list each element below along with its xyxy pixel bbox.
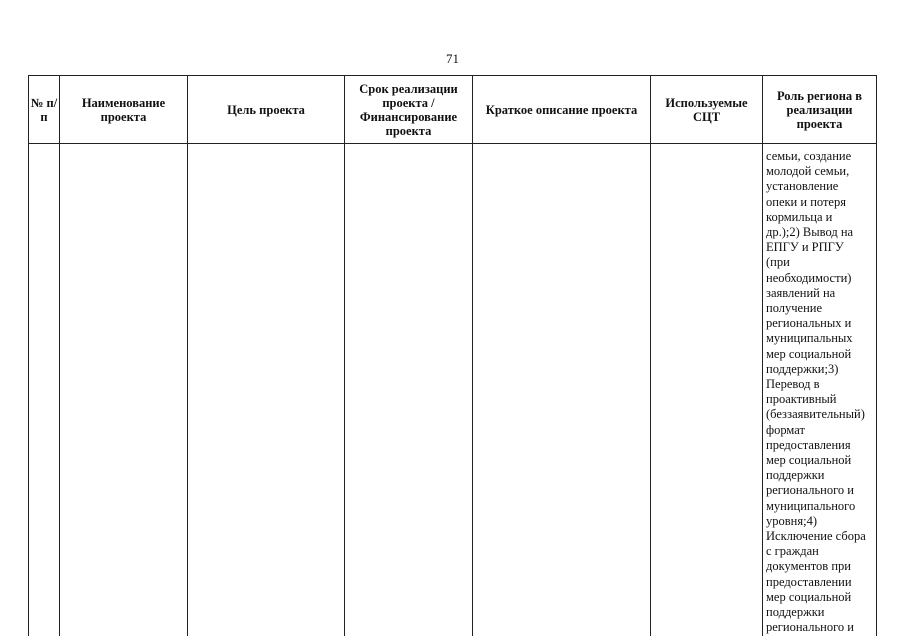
region-role-line: поддержки (766, 605, 825, 620)
cell-description (473, 144, 651, 636)
region-role-line: формат (766, 422, 805, 437)
region-role-line: семьи, создание (766, 149, 852, 163)
region-role-line: кормильца и (766, 209, 833, 224)
region-role-line: ЕПГУ и РПГУ (766, 240, 844, 255)
header-sct: Используемые СЦТ (651, 76, 763, 144)
table-header-row (29, 76, 877, 144)
table-row (29, 144, 877, 636)
cell-project-name (60, 144, 188, 636)
region-role-line: установление (766, 179, 839, 194)
region-role-line: предоставления (766, 437, 851, 452)
cell-region-role (763, 144, 877, 636)
region-role-line: Исключение сбора (766, 529, 866, 544)
header-number: № п/п (29, 76, 60, 144)
header-region-role: Роль региона в реализации проекта (763, 76, 877, 144)
region-role-line: Перевод в (766, 377, 820, 392)
region-role-line: муниципальных (766, 331, 853, 346)
region-role-line: документов при (766, 559, 851, 574)
region-role-line: предоставлении (766, 574, 852, 589)
header-project-name: Наименование проекта (60, 76, 188, 144)
region-role-line: уровня;4) (766, 513, 817, 528)
header-term-financing: Срок реализации проекта / Финансирование проекта (345, 76, 473, 144)
region-role-line: регионального и (766, 620, 854, 635)
page-number: 71 (446, 51, 459, 66)
region-role-line: мер социальной (766, 346, 852, 361)
cell-project-goal (188, 144, 345, 636)
region-role-line: заявлений на (766, 285, 836, 300)
region-role-line: муниципального (766, 498, 856, 513)
header-description: Краткое описание проекта (473, 76, 651, 144)
region-role-text (763, 144, 876, 636)
cell-term-financing (345, 144, 473, 636)
cell-sct (651, 144, 763, 636)
project-table (28, 75, 877, 636)
region-role-line: региональных и (766, 316, 852, 331)
region-role-line: мер социальной (766, 589, 852, 604)
region-role-line: проактивный (766, 392, 837, 407)
region-role-line: молодой семьи, (766, 164, 850, 179)
region-role-line: поддержки;3) (766, 361, 839, 376)
region-role-line: мер социальной (766, 453, 852, 468)
cell-number (29, 144, 60, 636)
region-role-line: необходимости) (766, 270, 852, 285)
region-role-line: др.);2) Вывод на (766, 225, 854, 240)
region-role-line: с граждан (766, 544, 819, 559)
region-role-line: регионального и (766, 483, 854, 498)
region-role-line: (беззаявительный) (766, 407, 865, 422)
region-role-line: (при (766, 255, 790, 270)
region-role-line: получение (766, 301, 823, 316)
region-role-line: поддержки (766, 468, 825, 483)
region-role-line: опеки и потеря (766, 194, 846, 209)
header-project-goal: Цель проекта (188, 76, 345, 144)
